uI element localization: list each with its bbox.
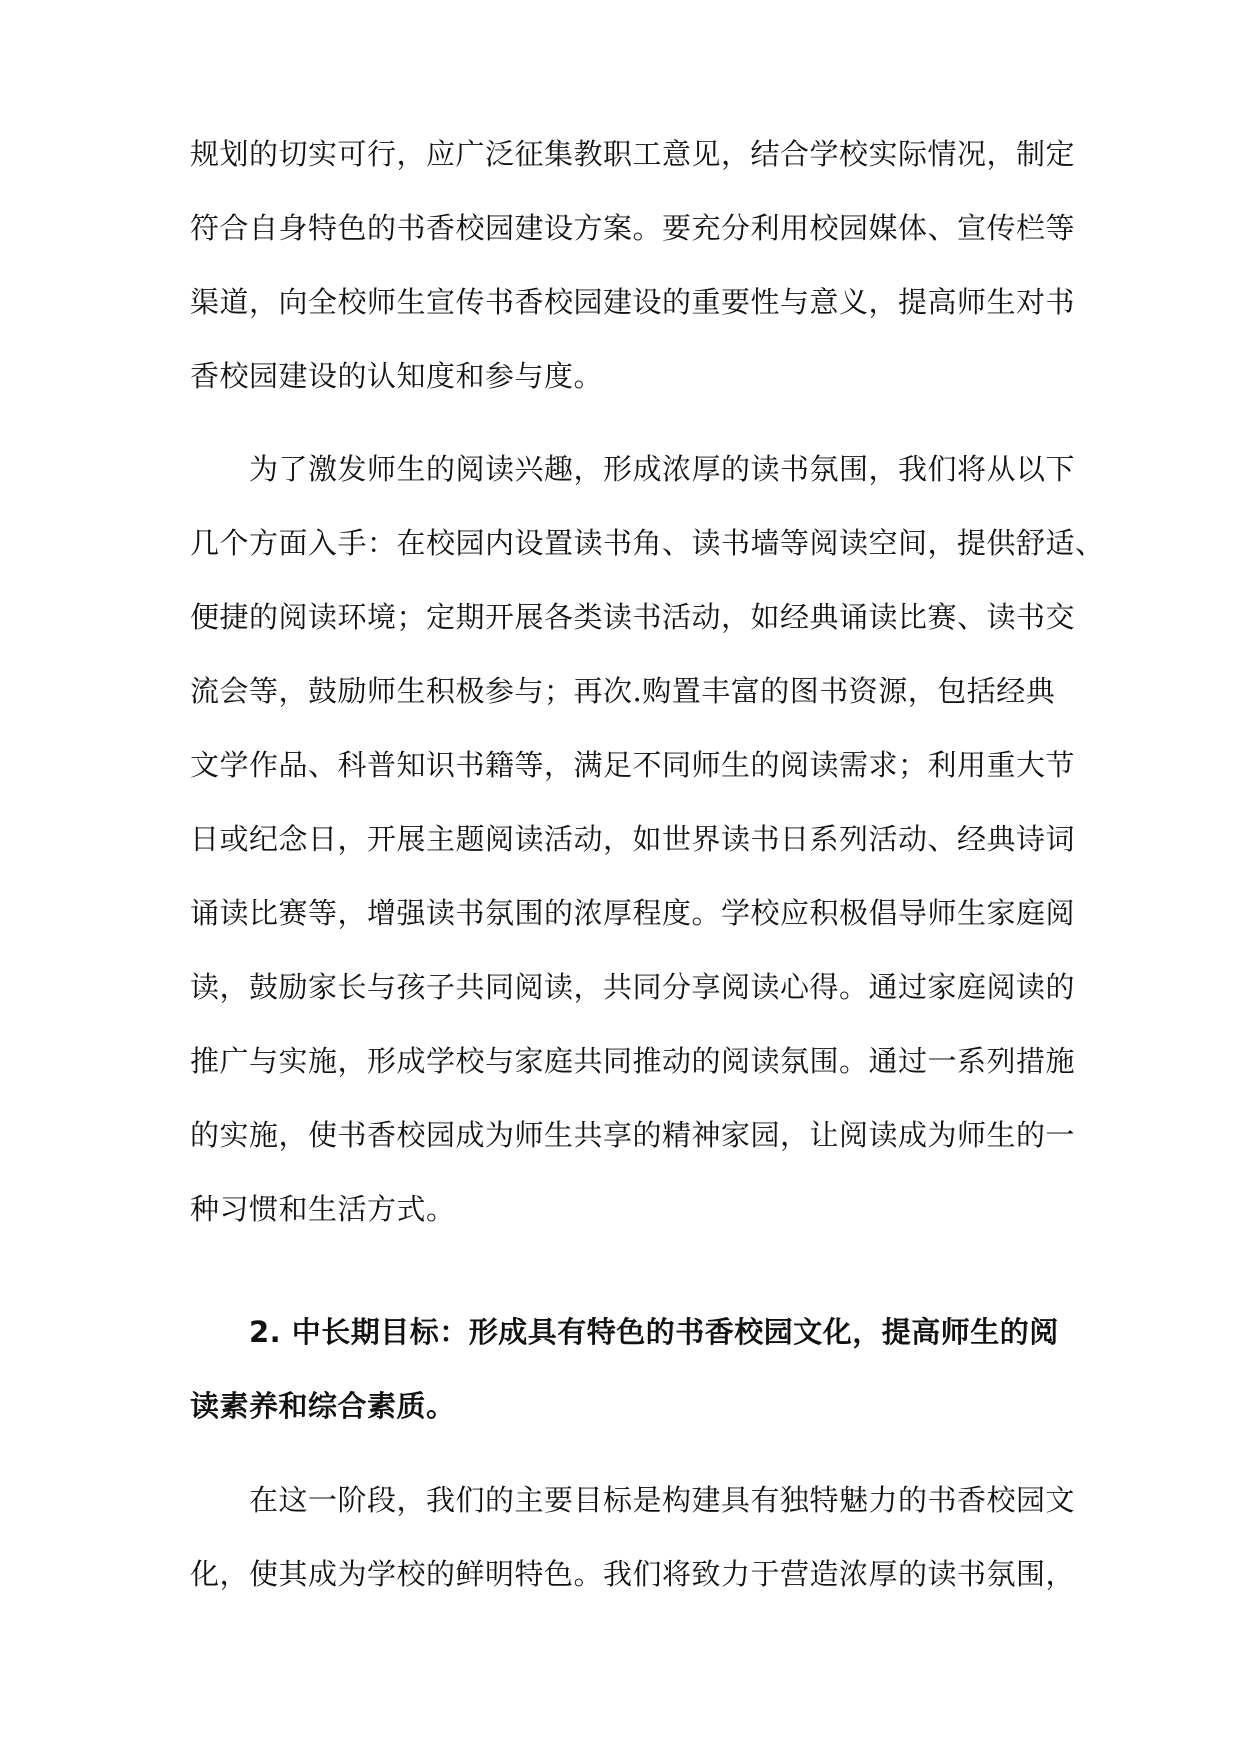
paragraph-1-line-3: 渠道，向全校师生宣传书香校园建设的重要性与意义，提高师生对书: [190, 285, 1076, 319]
paragraph-2-line-8: 读，鼓励家长与孩子共同阅读，共同分享阅读心得。通过家庭阅读的: [190, 970, 1076, 1004]
paragraph-1-line-1: 规划的切实可行，应广泛征集教职工意见，结合学校实际情况，制定: [190, 137, 1076, 171]
paragraph-2-line-5: 文学作品、科普知识书籍等，满足不同师生的阅读需求；利用重大节: [190, 748, 1076, 782]
heading-line-1: 2. 中长期目标：形成具有特色的书香校园文化，提高师生的阅: [190, 1315, 1059, 1349]
paragraph-2-line-10: 的实施，使书香校园成为师生共享的精神家园，让阅读成为师生的一: [190, 1118, 1076, 1152]
paragraph-1-line-4: 香校园建设的认知度和参与度。: [190, 359, 604, 393]
paragraph-2-line-4: 流会等，鼓励师生积极参与；再次.购置丰富的图书资源，包括经典: [190, 674, 1056, 708]
paragraph-2-line-9: 推广与实施，形成学校与家庭共同推动的阅读氛围。通过一系列措施: [190, 1044, 1076, 1078]
heading-line-2: 读素养和综合素质。: [190, 1389, 456, 1423]
paragraph-2-line-6: 日或纪念日，开展主题阅读活动，如世界读书日系列活动、经典诗词: [190, 822, 1076, 856]
paragraph-1-line-2: 符合自身特色的书香校园建设方案。要充分利用校园媒体、宣传栏等: [190, 211, 1076, 245]
paragraph-2-line-3: 便捷的阅读环境；定期开展各类读书活动，如经典诵读比赛、读书交: [190, 600, 1076, 634]
paragraph-2-line-1: 为了激发师生的阅读兴趣，形成浓厚的读书氛围，我们将从以下: [190, 452, 1076, 486]
paragraph-3-line-1: 在这一阶段，我们的主要目标是构建具有独特魅力的书香校园文: [190, 1483, 1076, 1517]
paragraph-3-line-2: 化，使其成为学校的鲜明特色。我们将致力于营造浓厚的读书氛围，: [190, 1557, 1076, 1591]
paragraph-2-line-11: 种习惯和生活方式。: [190, 1192, 456, 1226]
paragraph-2-line-2: 几个方面入手：在校园内设置读书角、读书墙等阅读空间，提供舒适、: [190, 526, 1105, 560]
document-body: [190, 0, 1105, 1754]
paragraph-2-line-7: 诵读比赛等，增强读书氛围的浓厚程度。学校应积极倡导师生家庭阅: [190, 896, 1076, 930]
